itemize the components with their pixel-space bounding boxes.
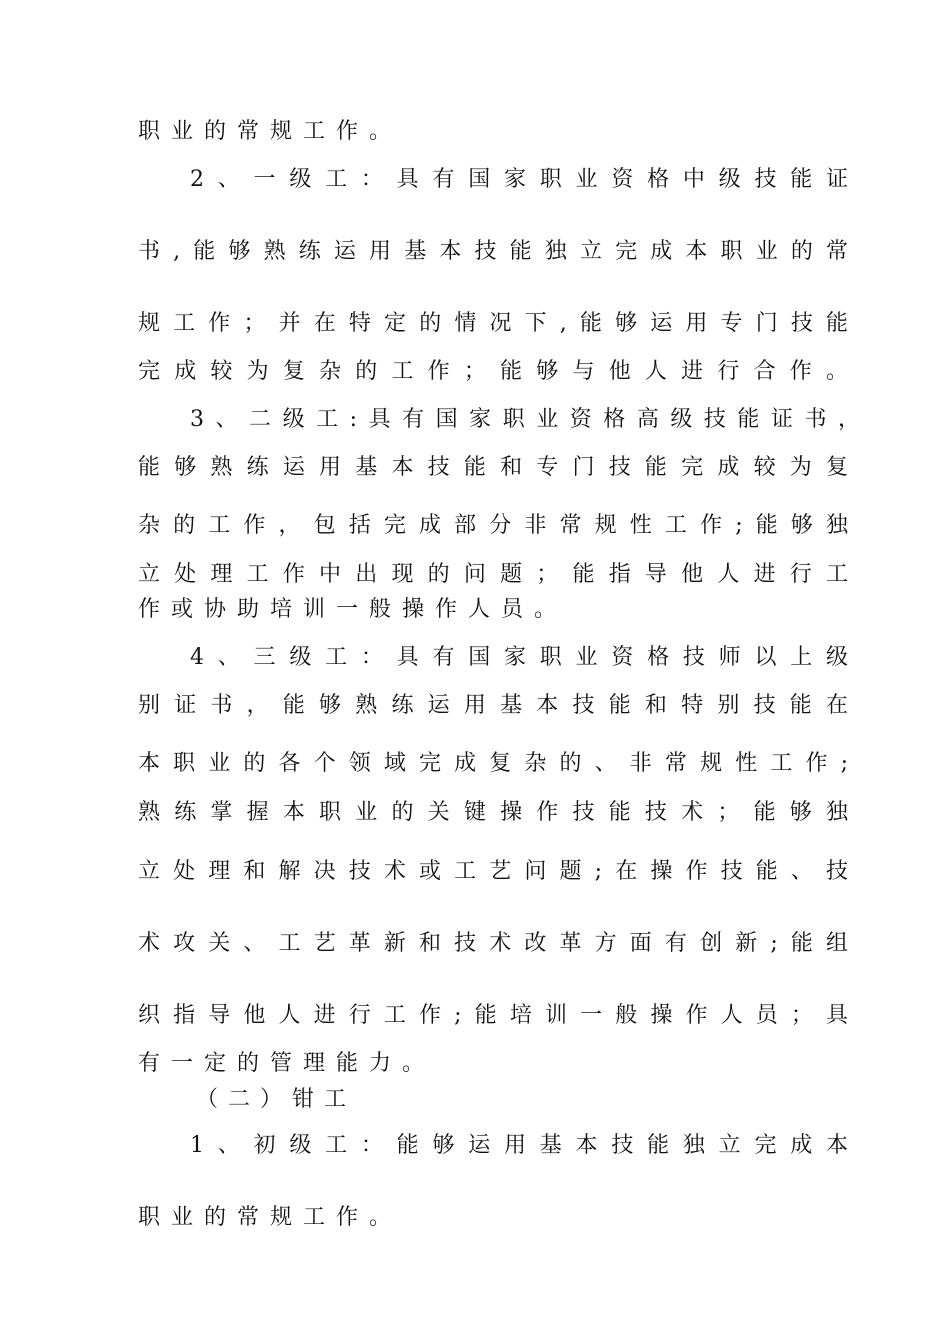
paragraph-line: 别证书，能够熟练运用基本技能和特别技能在 — [138, 693, 850, 718]
paragraph-line: 职业的常规工作。 — [138, 119, 403, 144]
paragraph-line: 有一定的管理能力。 — [138, 1051, 436, 1076]
paragraph-line: 作或协助培训一般操作人员。 — [138, 597, 568, 622]
paragraph-line: 能够熟练运用基本技能和专门技能完成较为复 — [138, 455, 850, 480]
paragraph-line: 2、一级工：具有国家职业资格中级技能证 — [190, 167, 850, 192]
paragraph-line: 立处理工作中出现的问题；能指导他人进行工 — [138, 562, 850, 587]
paragraph-line: 本职业的各个领域完成复杂的、非常规性工作; — [138, 751, 850, 776]
paragraph-line: 职业的常规工作。 — [138, 1205, 403, 1230]
section-heading: （二）钳工 — [196, 1087, 357, 1112]
paragraph-line: 3、二级工:具有国家职业资格高级技能证书， — [190, 407, 862, 432]
paragraph-line: 织指导他人进行工作;能培训一般操作人员；具 — [138, 1003, 850, 1028]
paragraph-line: 规工作；并在特定的情况下,能够运用专门技能 — [138, 311, 850, 336]
paragraph-line: 熟练掌握本职业的关键操作技能技术；能够独 — [138, 800, 850, 825]
paragraph-line: 1、初级工：能够运用基本技能独立完成本 — [190, 1133, 850, 1158]
paragraph-line: 4、三级工：具有国家职业资格技师以上级 — [190, 645, 850, 670]
paragraph-line: 杂的工作，包括完成部分非常规性工作;能够独 — [138, 513, 850, 538]
paragraph-line: 术攻关、工艺革新和技术改革方面有创新;能组 — [138, 931, 850, 956]
paragraph-line: 完成较为复杂的工作；能够与他人进行合作。 — [138, 359, 850, 384]
paragraph-line: 立处理和解决技术或工艺问题;在操作技能、技 — [138, 859, 850, 884]
paragraph-line: 书,能够熟练运用基本技能独立完成本职业的常 — [138, 239, 850, 264]
